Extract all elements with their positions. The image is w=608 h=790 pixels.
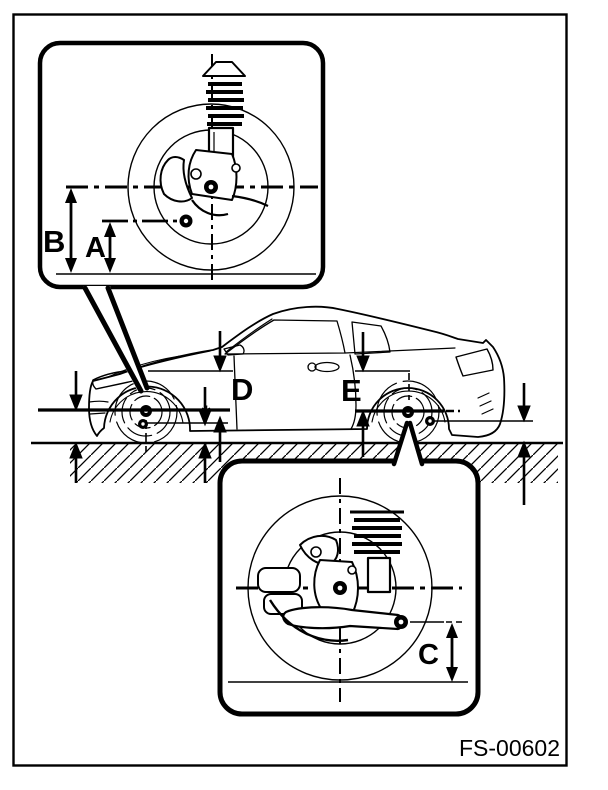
dimension-label-c: C (418, 639, 439, 671)
dimension-label-a: A (85, 232, 106, 264)
rear-suspension-inset (220, 422, 478, 714)
dimension-label-d: D (231, 372, 254, 407)
dimension-label-b: B (43, 224, 66, 259)
figure-code: FS-00602 (458, 735, 560, 761)
footnote-mark: * (201, 401, 211, 428)
dimension-label-e: E (341, 373, 362, 408)
